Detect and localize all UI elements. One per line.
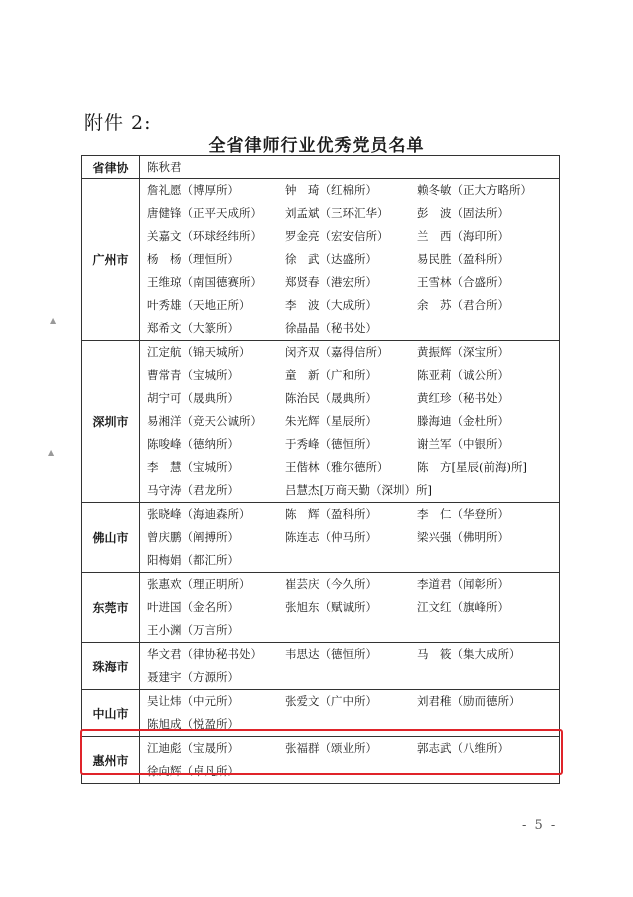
member-entry: 赖冬敏（正大方略所） [417,183,532,197]
member-entry: 童 新（广和所） [285,368,377,382]
members-grid [147,179,555,340]
member-entry: 谢兰军（中银所） [417,437,509,451]
member-entry: 朱光辉（星辰所） [285,414,377,428]
member-entry: 刘君稚（励而德所） [417,694,521,708]
region-name: 珠海市 [82,643,140,690]
members-grid [147,573,555,642]
region-name: 中山市 [82,690,140,737]
region-row [82,179,560,341]
region-row [82,573,560,643]
region-row [82,341,560,503]
member-entry: 陈 辉（盈科所） [285,507,377,521]
member-entry: 易湘洋（竞天公诚所） [147,414,262,428]
member-entry: 张晓峰（海迪森所） [147,507,251,521]
member-entry: 王偕林（雅尔德所） [285,460,389,474]
region-name: 省律协 [82,156,140,179]
member-entry: 曹常青（宝城所） [147,368,239,382]
member-entry: 于秀峰（德恒所） [285,437,377,451]
members-grid [147,156,555,178]
region-members [140,643,560,690]
scan-mark: ▲ [48,448,55,457]
region-row [82,156,560,179]
member-entry: 王小渊（万言所） [147,623,239,637]
member-entry: 陈治民（晟典所） [285,391,377,405]
member-entry: 唐健锋（正平天成所） [147,206,262,220]
member-entry: 胡宁可（晟典所） [147,391,239,405]
member-entry: 张旭东（赋诚所） [285,600,377,614]
member-entry: 李 波（大成所） [285,298,377,312]
highlight-box-huizhou [80,729,563,775]
member-entry: 陈唆峰（德纳所） [147,437,239,451]
member-entry: 李 仁（华登所） [417,507,509,521]
member-entry: 徐向辉（卓凡所） [147,764,239,778]
member-entry: 江迪彪（宝晟所） [147,741,239,755]
member-entry: 余 苏（君合所） [417,298,509,312]
scan-mark: ▲ [50,316,57,325]
member-entry: 韦思达（德恒所） [285,647,377,661]
region-name: 佛山市 [82,503,140,573]
region-members [140,503,560,573]
member-entry: 陈连志（仲马所） [285,530,377,544]
member-entry: 陈 方[星辰(前海)所] [417,460,527,474]
member-entry: 聂建宇（方源所） [147,670,239,684]
member-entry: 王维琼（南国德赛所） [147,275,262,289]
member-entry: 黄振辉（深宝所） [417,345,509,359]
members-grid [147,503,555,572]
region-row [82,503,560,573]
region-name: 广州市 [82,179,140,341]
member-entry: 詹礼愿（博厚所） [147,183,239,197]
region-name: 东莞市 [82,573,140,643]
member-entry: 张惠欢（理正明所） [147,577,251,591]
member-entry: 马 筱（集大成所） [417,647,521,661]
region-members [140,573,560,643]
member-entry: 郭志武（八维所） [417,741,509,755]
member-entry: 闵齐双（嘉得信所） [285,345,389,359]
region-members [140,156,560,179]
member-entry: 李 慧（宝城所） [147,460,239,474]
member-entry: 江定航（锦天城所） [147,345,251,359]
document-title: 全省律师行业优秀党员名单 [208,136,425,156]
member-entry: 吴让炜（中元所） [147,694,239,708]
member-entry: 钟 琦（红棉所） [285,183,377,197]
region-name: 惠州市 [82,737,140,784]
region-name: 深圳市 [82,341,140,503]
roster-body [82,156,560,784]
members-grid [147,643,555,689]
member-entry: 徐晶晶（秘书处） [285,321,377,335]
member-entry: 陈秋君 [147,160,182,174]
member-entry: 李道君（闻彰所） [417,577,509,591]
member-entry: 马守涛（君龙所） [147,483,239,497]
member-entry: 徐 武（达盛所） [285,252,377,266]
member-entry: 张福群（颂业所） [285,741,377,755]
member-entry: 王雪林（合盛所） [417,275,509,289]
member-entry: 陈旭成（悦盈所） [147,717,239,731]
member-entry: 叶秀雄（天地正所） [147,298,251,312]
member-entry: 兰 西（海印所） [417,229,509,243]
member-entry: 郑贤春（港宏所） [285,275,377,289]
member-entry: 郑希文（大篆所） [147,321,239,335]
region-members [140,179,560,341]
member-entry: 彭 波（固法所） [417,206,509,220]
member-entry: 曾庆鹏（阐搏所） [147,530,239,544]
member-entry: 滕海迪（金杜所） [417,414,509,428]
member-entry: 吕慧杰[万商天勤（深圳）所] [285,483,432,497]
member-entry: 杨 杨（理恒所） [147,252,239,266]
members-grid [147,341,555,502]
member-entry: 罗金亮（宏安信所） [285,229,389,243]
member-entry: 崔芸庆（今久所） [285,577,377,591]
member-entry: 易民胜（盈科所） [417,252,509,266]
member-entry: 张爱文（广中所） [285,694,377,708]
page-number: - 5 - [522,818,558,833]
member-entry: 陈亚莉（诚公所） [417,368,509,382]
member-entry: 江文红（旗峰所） [417,600,509,614]
region-members [140,341,560,503]
member-entry: 梁兴强（佛明所） [417,530,509,544]
region-row [82,643,560,690]
member-entry: 华文君（律协秘书处） [147,647,262,661]
member-entry: 叶进国（金名所） [147,600,239,614]
member-entry: 刘孟斌（三环汇华） [285,206,389,220]
member-entry: 黄红珍（秘书处） [417,391,509,405]
member-entry: 关嘉文（环球经纬所） [147,229,262,243]
member-entry: 阳梅娟（都汇所） [147,553,239,567]
attachment-label: 附件 2: [84,112,152,134]
member-roster-table [81,155,560,784]
